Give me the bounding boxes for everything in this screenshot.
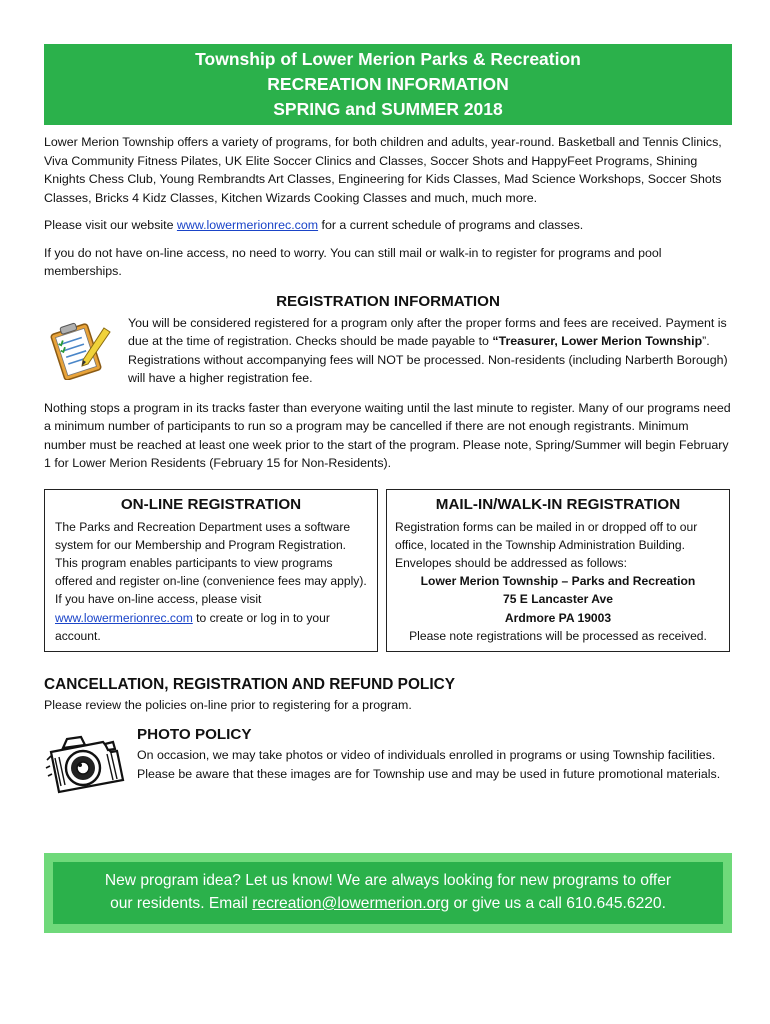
website-paragraph	[44, 216, 732, 235]
photo-policy-heading: PHOTO POLICY	[137, 726, 252, 744]
photo-policy-section	[44, 726, 732, 783]
cancellation-heading: CANCELLATION, REGISTRATION AND REFUND POLICY	[44, 675, 455, 693]
registration-paragraph	[128, 314, 732, 388]
registration-section	[44, 314, 732, 388]
registration-boxes	[44, 489, 732, 652]
intro-paragraph: Lower Merion Township offers a variety of programs, for both children and adults, year-round. Basketball and Tennis Clinics, Viva Community Fitness Pilates, UK Elite Soccer Clinics and Classes, Soccer Shots and HappyFeet Programs, Shining Knights Chess Club, Young Rembrandts Art Classes, Engineering for Kids Classes, Mad Science Workshops, Soccer Shots Classes, Bricks 4 Kidz Classes, Kitchen Wizards Cooking Classes and much, much more.	[44, 135, 722, 205]
mail-registration-heading: MAIL-IN/WALK-IN REGISTRATION	[435, 495, 681, 513]
registration-text-after: ”. Registrations without accompanying fees will NOT be processed. Non-residents (including Narberth Borough) will have a higher registration fee.	[128, 334, 728, 385]
mailing-address-line: 75 E Lancaster Ave	[502, 592, 614, 607]
online-registration-heading: ON-LINE REGISTRATION	[120, 495, 302, 513]
banner-title: Township of Lower Merion Parks & Recreation	[195, 49, 581, 69]
registration-note: Nothing stops a program in its tracks faster than everyone waiting until the last minute to register. Many of our programs need a minimum number of participants to run so a program may be cancelled if there are not enough registrants. Minimum number must be reached at least one week prior to the start of the program. Please note, Spring/Summer will begin February 1 for Lower Merion Residents (February 15 for Non-Residents).	[44, 400, 731, 470]
callout-text-before: our residents. Email	[110, 895, 253, 912]
mail-registration-paragraph: Registration forms can be mailed in or dropped off to our office, located in the Township Administration Building. Envelopes should be addressed as follows:	[395, 519, 698, 570]
clipboard-icon	[48, 318, 114, 380]
website-text-before: Please visit our website	[44, 218, 177, 232]
cancellation-paragraph: Please review the policies on-line prior to registering for a program.	[44, 697, 412, 712]
mailing-address-line: Ardmore PA 19003	[504, 610, 612, 625]
online-website-link[interactable]: www.lowermerionrec.com	[55, 610, 193, 625]
camera-icon	[45, 730, 127, 798]
offline-paragraph: If you do not have on-line access, no need to worry. You can still mail or walk-in to register for programs and pool memberships.	[44, 245, 662, 278]
online-registration-paragraph	[55, 518, 367, 645]
title-banner	[44, 44, 732, 125]
registration-heading: REGISTRATION INFORMATION	[276, 292, 500, 310]
online-text-after: to create or log in to your account.	[55, 610, 330, 643]
mail-registration-box	[386, 489, 730, 652]
callout-panel	[53, 862, 723, 924]
photo-policy-paragraph: On occasion, we may take photos or video of individuals enrolled in programs or using Township facilities. Please be aware that these images are for Township use and may be used in future promotional materials.	[137, 748, 721, 781]
email-link[interactable]: recreation@lowermerion.org	[252, 895, 450, 912]
banner-season: SPRING and SUMMER 2018	[273, 99, 503, 119]
callout-line-1: New program idea? Let us know! We are always looking for new programs to offer	[104, 872, 672, 889]
mail-processing-note: Please note registrations will be processed as received.	[409, 628, 707, 643]
document-page	[44, 44, 732, 783]
banner-subtitle: RECREATION INFORMATION	[267, 74, 509, 94]
new-program-callout	[44, 853, 732, 933]
registration-text-before: You will be considered registered for a program only after the proper forms and fees are received. Payment is due at the time of registration. Checks should be made payable to	[128, 315, 727, 348]
online-text-before: The Parks and Recreation Department uses a software system for our Membership and Program Registration. This program enables participants to view programs offered and register on-line (convenience fees may apply). If you have on-line access, please visit	[55, 519, 367, 607]
registration-payee: “Treasurer, Lower Merion Township	[492, 334, 703, 348]
online-registration-box	[44, 489, 378, 652]
website-text-after: for a current schedule of programs and classes.	[318, 218, 584, 232]
callout-line-2	[53, 892, 723, 915]
mailing-address-line: Lower Merion Township – Parks and Recreation	[420, 574, 696, 589]
callout-text-after: or give us a call 610.645.6220.	[449, 895, 666, 912]
website-link[interactable]: www.lowermerionrec.com	[176, 218, 319, 232]
